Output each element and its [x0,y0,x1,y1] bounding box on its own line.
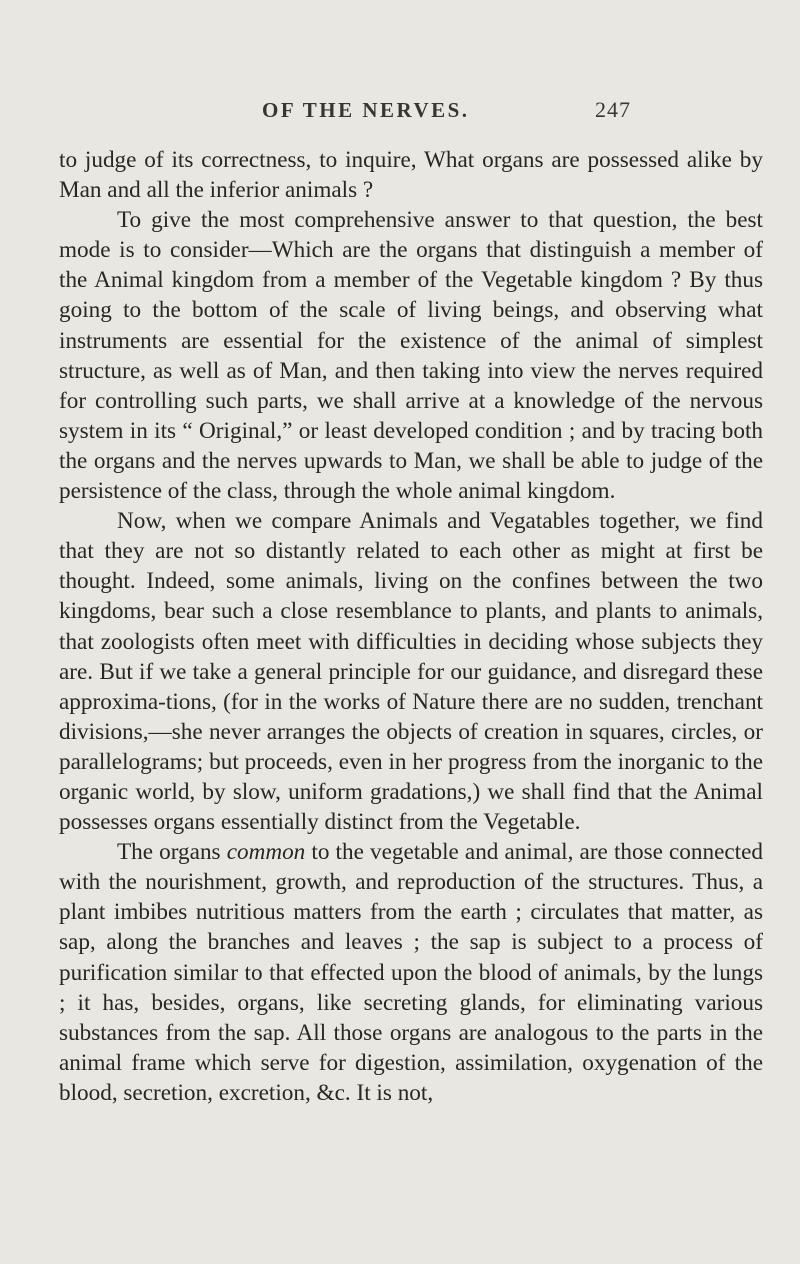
paragraph [59,837,763,1108]
paragraph [59,205,763,506]
running-title: OF THE NERVES. [262,98,470,122]
paragraph-text: To give the most comprehensive answer to that question, the best mode is to consider—Which are the organs that distinguish a member of the Animal kingdom from a member of the Vegetable kingdom ? By thus going to the bottom of the scale of living beings, and observing what instruments are essential for the existence of the animal of simplest structure, as well as of Man, and then taking into view the nerves required for controlling such parts, we shall arrive at a knowledge of the nervous system in its “ Original,” or least developed condition ; and by tracing both the organs and the nerves upwards to Man, we shall be able to judge of the persistence of the class, through the whole animal kingdom. [59,207,763,505]
paragraph [59,506,763,837]
paragraph-text: The organs [117,839,227,866]
paragraph-text: Now, when we compare Animals and Vegatables together, we find that they are not so distantly related to each other as might at first be thought. Indeed, some animals, living on the confines between the two kingdoms, bear such a close resemblance to plants, and plants to animals, that zoologists often meet with difficulties in deciding whose subjects they are. But if we take a general principle for our guidance, and disregard these approxima-tions, (for in the works of Nature there are no sudden, trenchant divisions,—she never arranges the objects of creation in squares, circles, or parallelograms; but proceeds, even in her progress from the inorganic to the organic world, by slow, uniform gradations,) we shall find that the Animal possesses organs essentially distinct from the Vegetable. [59,508,763,836]
paragraph [59,145,763,205]
body-text [59,145,763,1108]
paragraph-text: to the vegetable and animal, are those connected with the nourishment, growth, and reproduction of the structures. Thus, a plant imbibes nutritious matters from the earth ; circulates that matter, as sap, along the branches and leaves ; the sap is subject to a process of purification similar to that effected upon the blood of animals, by the lungs ; it has, besides, organs, like secreting glands, for eliminating various substances from the sap. All those organs are analogous to the parts in the animal frame which serve for digestion, assimilation, oxygenation of the blood, secretion, excretion, &c. It is not, [59,839,763,1106]
running-head [0,98,800,130]
italic-text: common [226,839,306,866]
page-number: 247 [595,97,631,122]
paragraph-text: to judge of its correctness, to inquire, What organs are possessed alike by Man and all the inferior animals ? [59,147,763,204]
